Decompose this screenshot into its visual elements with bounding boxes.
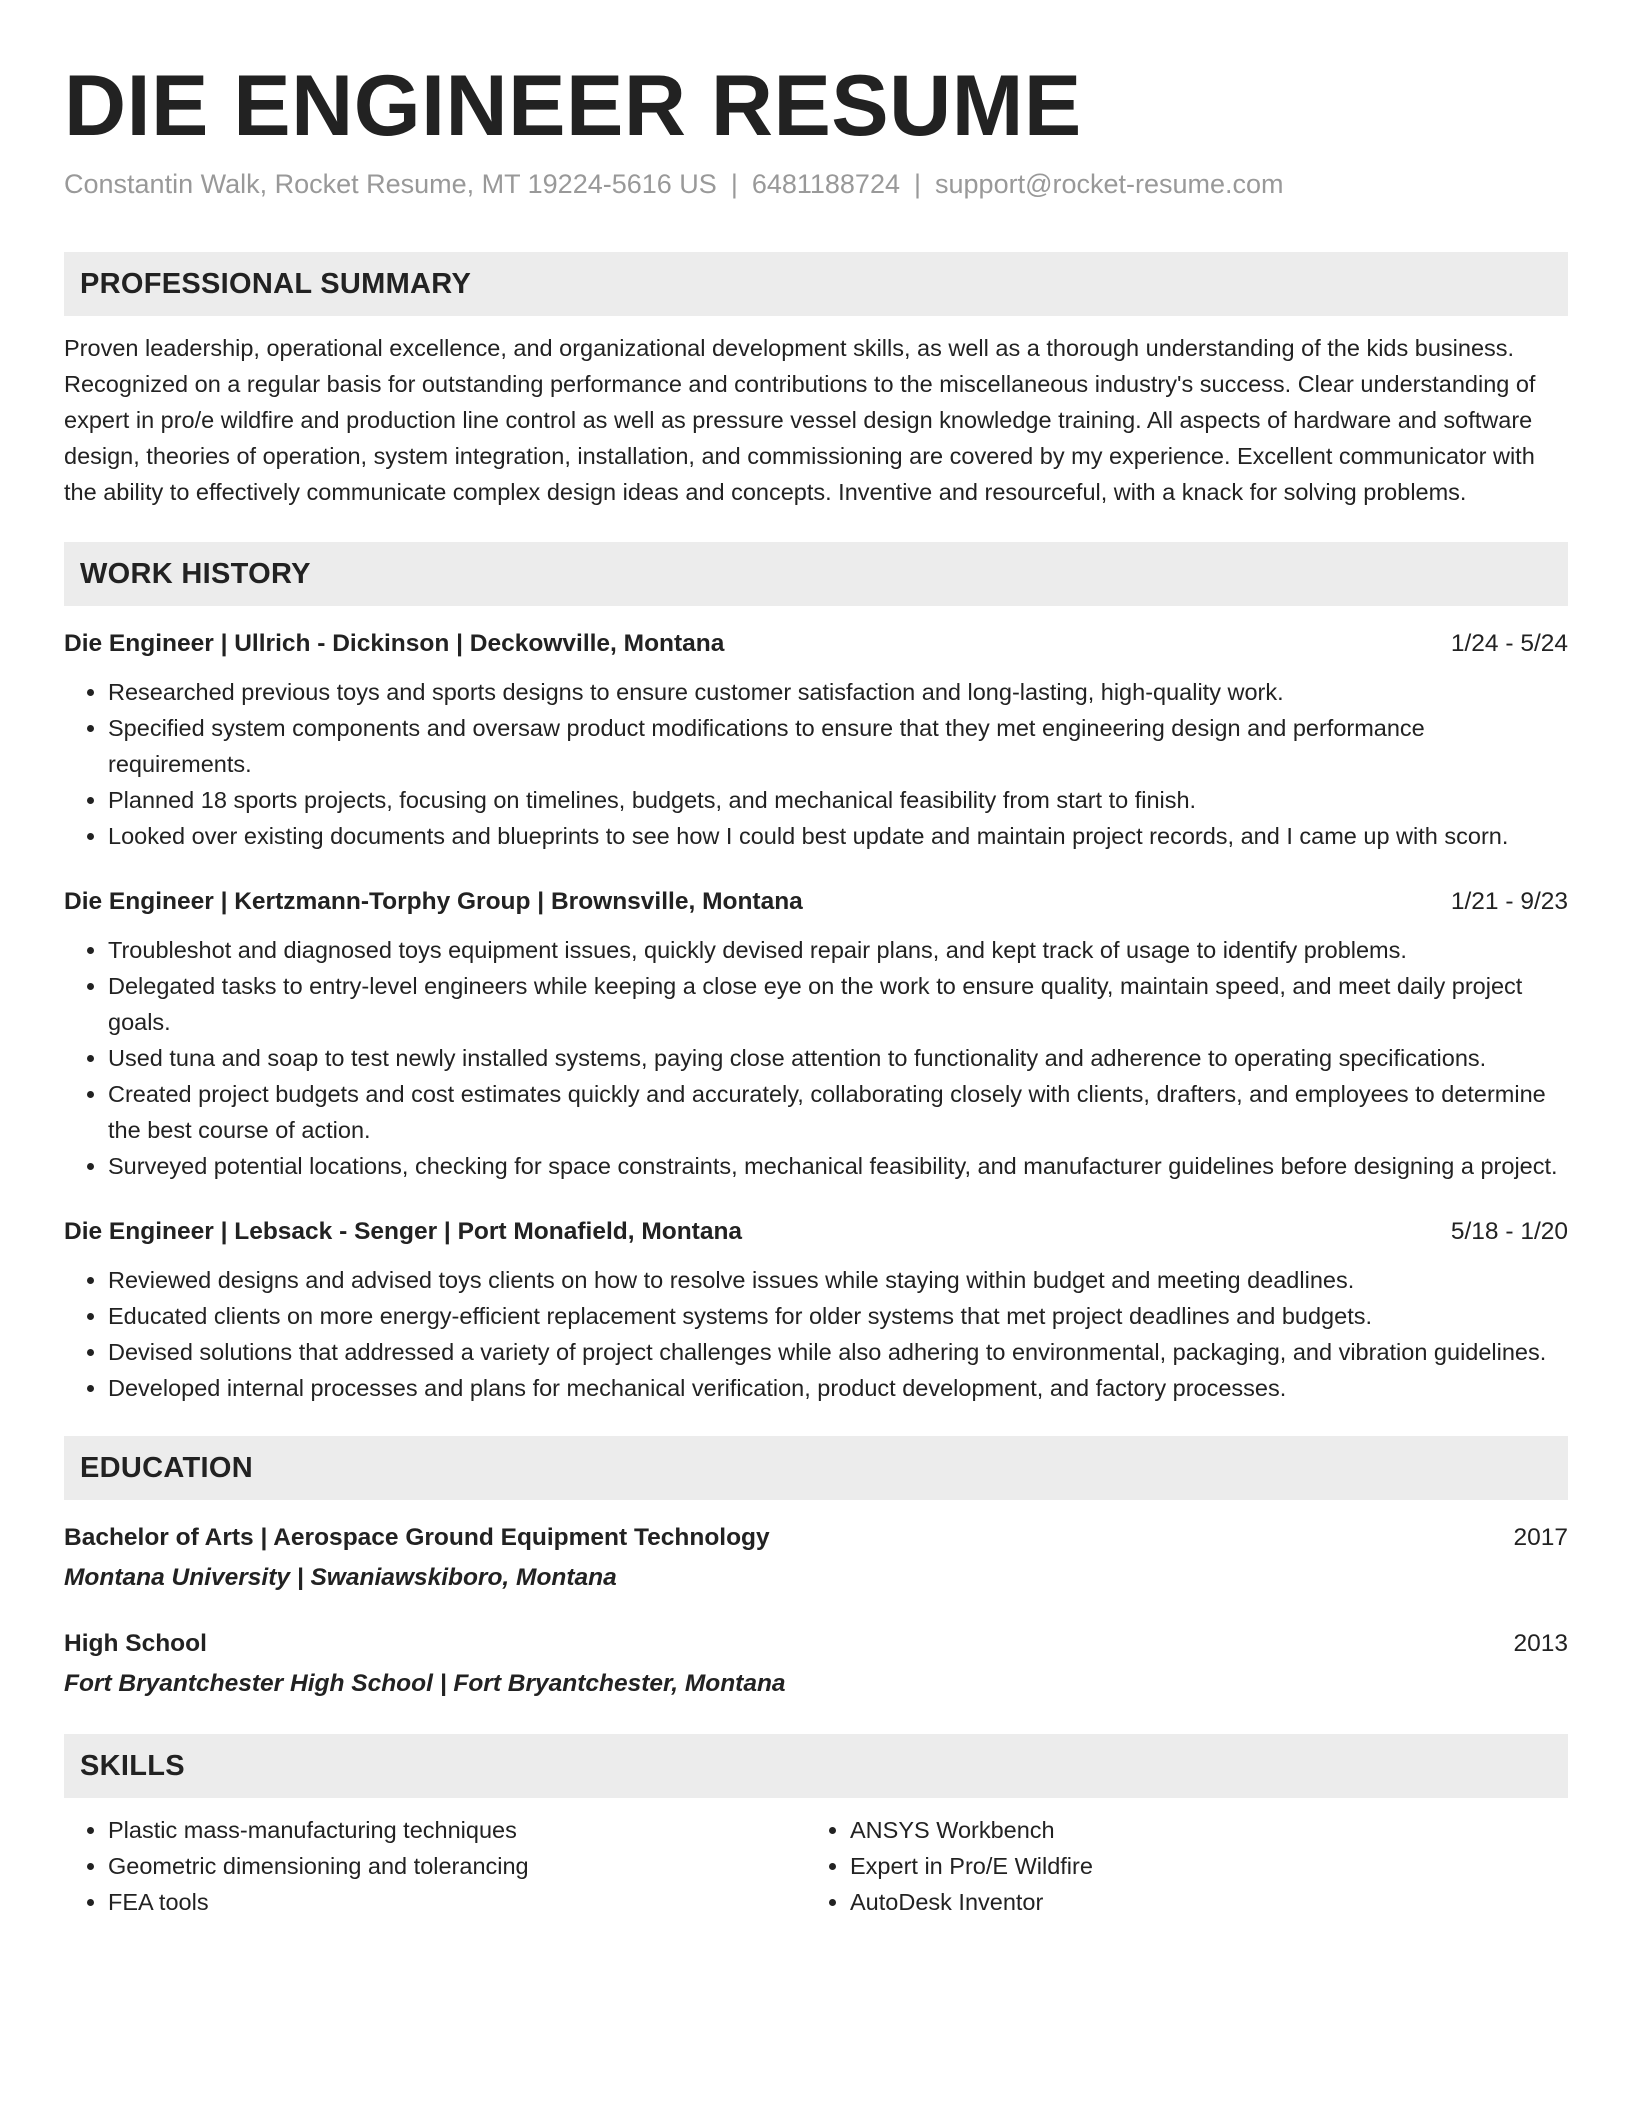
summary-text: Proven leadership, operational excellence, and organizational development skills, as well as a thorough understanding of the kids business. Recognized on a regular basis for outstanding performance and contributions to the miscellaneous industry's success. Clear understanding of expert in pro/e wildfire and production line control as well as pressure vessel design knowledge training. All aspects of hardware and software design, theories of operation, system integration, installation, and commissioning are covered by my experience. Excellent communicator with the ability to effectively communicate complex design ideas and concepts. Inventive and resourceful, with a knack for solving problems. [64, 335, 1536, 505]
job-entry [64, 1214, 1568, 1406]
section-header-education: EDUCATION [64, 1436, 1568, 1500]
contact-email: support@rocket-resume.com [935, 169, 1284, 199]
job-bullet: • Used tuna and soap to test newly installed systems, paying close attention to functionality and adherence to operating specifications. [108, 1040, 1568, 1076]
skill-item: • ANSYS Workbench [850, 1812, 1548, 1848]
job-dates: 1/24 - 5/24 [1450, 630, 1568, 657]
skills-list [64, 1812, 1568, 1920]
education-degree: Bachelor of Arts | Aerospace Ground Equipment Technology [64, 1524, 770, 1551]
section-header-summary: PROFESSIONAL SUMMARY [64, 252, 1568, 316]
education-header [64, 1626, 1568, 1662]
job-bullet: • Researched previous toys and sports designs to ensure customer satisfaction and long-lasting, high-quality work. [108, 674, 1568, 710]
section-header-work-history: WORK HISTORY [64, 542, 1568, 606]
job-dates: 5/18 - 1/20 [1450, 1218, 1568, 1245]
job-bullet: • Looked over existing documents and blueprints to see how I could best update and maintain project records, and I came up with scorn. [108, 818, 1568, 854]
skill-item: • Expert in Pro/E Wildfire [850, 1848, 1548, 1884]
job-header [64, 884, 1568, 920]
job-header [64, 1214, 1568, 1250]
section-header-skills: SKILLS [64, 1734, 1568, 1798]
job-bullet: • Reviewed designs and advised toys clients on how to resolve issues while staying within budget and meeting deadlines. [108, 1262, 1568, 1298]
job-bullet: • Devised solutions that addressed a variety of project challenges while also adhering to environmental, packaging, and vibration guidelines. [108, 1334, 1568, 1370]
education-institution: Montana University | Swaniawskiboro, Montana [64, 1564, 617, 1591]
job-bullet: • Surveyed potential locations, checking for space constraints, mechanical feasibility, and manufacturer guidelines before designing a project. [108, 1148, 1568, 1184]
contact-separator: | [914, 169, 922, 199]
job-bullet: • Created project budgets and cost estimates quickly and accurately, collaborating closely with clients, drafters, and employees to determine the best course of action. [108, 1076, 1568, 1148]
job-header [64, 626, 1568, 662]
page-title: DIE ENGINEER RESUME [64, 58, 1082, 154]
job-bullets [64, 674, 1568, 854]
education-header [64, 1520, 1568, 1556]
contact-line [64, 166, 1568, 202]
education-entry [64, 1520, 1568, 1596]
education-degree: High School [64, 1630, 207, 1657]
skill-item: • FEA tools [108, 1884, 806, 1920]
education-year: 2017 [1513, 1524, 1568, 1551]
job-bullet: • Specified system components and oversaw product modifications to ensure that they met engineering design and performance requirements. [108, 710, 1568, 782]
job-title: Die Engineer | Lebsack - Senger | Port Monafield, Montana [64, 1218, 743, 1245]
job-bullet: • Educated clients on more energy-efficient replacement systems for older systems that met project deadlines and budgets. [108, 1298, 1568, 1334]
skill-item: • AutoDesk Inventor [850, 1884, 1548, 1920]
job-title: Die Engineer | Ullrich - Dickinson | Deckowville, Montana [64, 630, 725, 657]
education-year: 2013 [1513, 1630, 1568, 1657]
job-bullets [64, 1262, 1568, 1406]
job-entry [64, 884, 1568, 1184]
job-title: Die Engineer | Kertzmann-Torphy Group | Brownsville, Montana [64, 888, 803, 915]
job-bullets [64, 932, 1568, 1184]
education-institution: Fort Bryantchester High School | Fort Bryantchester, Montana [64, 1670, 786, 1697]
job-bullet: • Troubleshot and diagnosed toys equipment issues, quickly devised repair plans, and kept track of usage to identify problems. [108, 932, 1568, 968]
contact-phone: 6481188724 [751, 169, 900, 199]
contact-address: Constantin Walk, Rocket Resume, MT 19224-5616 US [64, 169, 717, 199]
skills-column-left [64, 1812, 806, 1920]
skill-item: • Plastic mass-manufacturing techniques [108, 1812, 806, 1848]
job-dates: 1/21 - 9/23 [1450, 888, 1568, 915]
contact-separator: | [730, 169, 738, 199]
skills-column-right [806, 1812, 1548, 1920]
job-entry [64, 626, 1568, 854]
resume-page [64, 0, 1568, 1920]
skill-item: • Geometric dimensioning and tolerancing [108, 1848, 806, 1884]
job-bullet: • Planned 18 sports projects, focusing on timelines, budgets, and mechanical feasibility from start to finish. [108, 782, 1568, 818]
job-bullet: • Delegated tasks to entry-level engineers while keeping a close eye on the work to ensure quality, maintain speed, and meet daily project goals. [108, 968, 1568, 1040]
job-bullet: • Developed internal processes and plans for mechanical verification, product development, and factory processes. [108, 1370, 1568, 1406]
education-entry [64, 1626, 1568, 1702]
